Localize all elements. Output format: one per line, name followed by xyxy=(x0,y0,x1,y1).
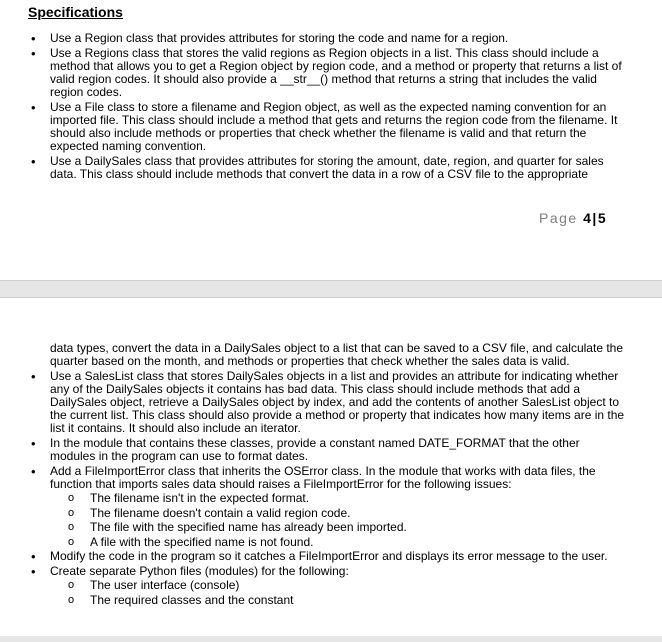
bottom-page-edge xyxy=(0,636,662,642)
bullet-fileimporterror xyxy=(28,465,628,549)
bullet-separate-modules xyxy=(28,565,628,607)
page-total: 5 xyxy=(597,210,608,226)
bullet-dailysales-class: • Use a DailySales class that provides attributes for storing the amount, date, region, and quarter for sales data. This class should include methods that convert the data in a row of a CSV file to the appropriate xyxy=(28,155,628,181)
sub-list-modules xyxy=(50,578,628,607)
specifications-heading: Specifications xyxy=(28,4,123,20)
bullet-region-class: • Use a Region class that provides attributes for storing the code and name for a region. xyxy=(28,32,628,45)
page-current: 4 xyxy=(583,210,593,226)
bullet-text: In the module that contains these classes, provide a constant named DATE_FORMAT that the other modules in the program can use to format dates. xyxy=(50,436,580,463)
page-separator: | xyxy=(592,210,598,226)
bullet-modify-code xyxy=(28,550,628,563)
page-number-footer xyxy=(539,210,607,226)
sub-item: o The filename isn't in the expected format. xyxy=(50,491,628,506)
sub-item: o The required classes and the constant xyxy=(50,593,628,608)
page-label: Page xyxy=(539,210,578,226)
sub-item: o A file with the specified name is not found. xyxy=(50,535,628,550)
bullet-text: Use a SalesList class that stores DailySales objects in a list and provides an attribute for indicating whether any of the DailySales objects it contains has bad data. This class should include methods that add a DailySales object, retrieve a DailySales object by index, and add the contents of another SalesList object to the current list. This class should also provide a method or property that indicates how many items are in the list it contains. It should also include an iterator. xyxy=(50,369,625,435)
bullet-text: Create separate Python files (modules) for the following: xyxy=(50,564,349,578)
page1-bullet-list xyxy=(28,32,628,181)
bullet-regions-class: • Use a Regions class that stores the valid regions as Region objects in a list. This class should include a method that allows you to get a Region object by region code, and a method or property that returns a list of valid region codes. It should also provide a __str__() method that returns a string that includes the valid region codes. xyxy=(28,47,628,99)
bullet-saleslist-class xyxy=(28,370,628,435)
sub-item: o The user interface (console) xyxy=(50,578,628,593)
bullet-date-format xyxy=(28,437,628,463)
sub-item: o The filename doesn't contain a valid region code. xyxy=(50,506,628,521)
sub-list-issues xyxy=(50,491,628,549)
bullet-text: Modify the code in the program so it catches a FileImportError and displays its error message to the user. xyxy=(50,549,608,563)
page-break-gap xyxy=(0,280,662,298)
continued-paragraph: data types, convert the data in a DailySales object to a list that can be saved to a CSV file, and calculate the quarter based on the month, and methods or properties that check whether the sales data is valid. xyxy=(50,341,624,368)
page2-bullet-list xyxy=(28,370,628,607)
bullet-file-class: • Use a File class to store a filename and Region object, as well as the expected naming convention for an imported file. This class should include a method that gets and returns the region code from the filename. It should also include methods or properties that check whether the filename is valid and that return the expected naming convention. xyxy=(28,101,628,153)
sub-item: o The file with the specified name has already been imported. xyxy=(50,520,628,535)
bullet-text: Add a FileImportError class that inherits the OSError class. In the module that works with data files, the function that imports sales data should raises a FileImportError for the following issues: xyxy=(50,464,596,491)
